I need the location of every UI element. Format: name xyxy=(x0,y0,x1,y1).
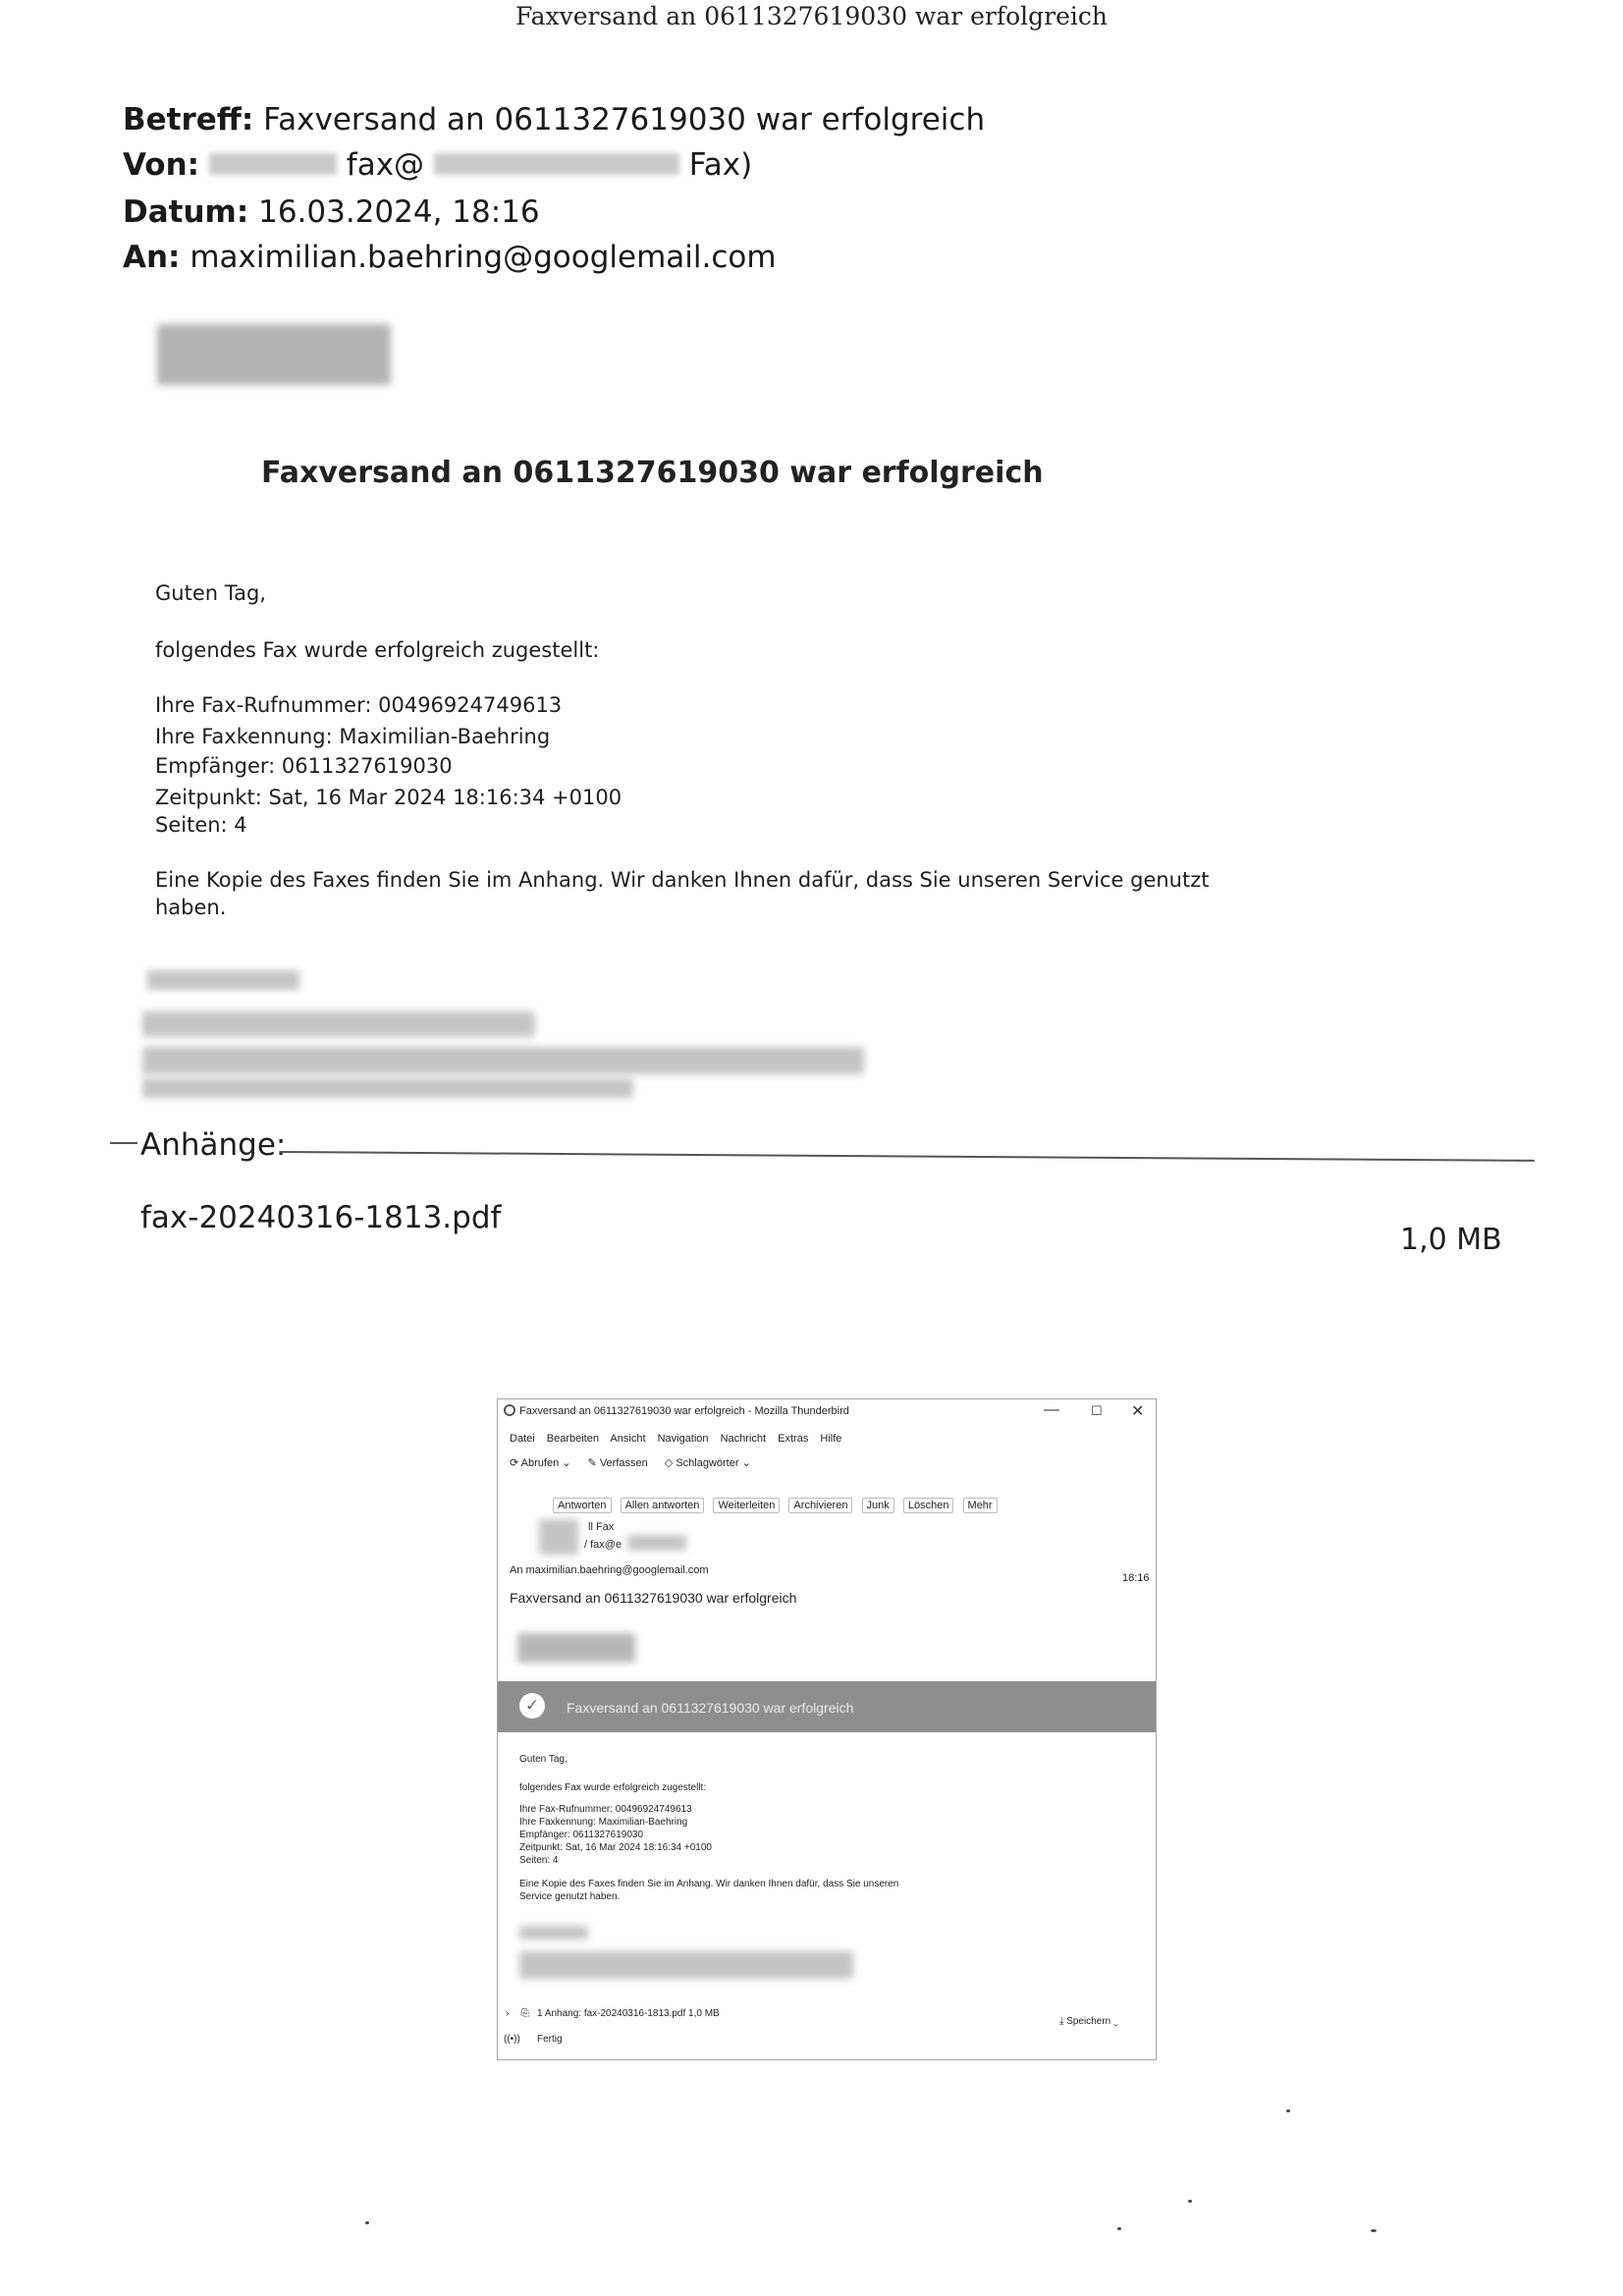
fax-id-line: Ihre Faxkennung: Maximilian-Baehring xyxy=(155,725,551,748)
tags-button[interactable]: ◇ Schlagwörter ⌄ xyxy=(664,1457,751,1469)
shot-greeting: Guten Tag, xyxy=(519,1754,568,1765)
attachment-summary[interactable]: 1 Anhang: fax-20240316-1813.pdf 1,0 MB xyxy=(537,2008,720,2019)
window-title: Faxversand an 0611327619030 war erfolgreich - Mozilla Thunderbird xyxy=(519,1405,849,1417)
status-text: Fertig xyxy=(537,2034,563,2045)
scan-speck xyxy=(1188,2200,1192,2203)
menu-nachricht[interactable]: Nachricht xyxy=(720,1433,767,1445)
redacted-from-address xyxy=(627,1535,686,1551)
forward-button[interactable]: Weiterleiten xyxy=(713,1498,780,1513)
closing-line-1: Eine Kopie des Faxes finden Sie im Anhang. Wir danken Ihnen dafür, dass Sie unseren Service genutzt xyxy=(155,868,1210,892)
redacted-shot-sig-2 xyxy=(519,1951,853,1979)
delete-button[interactable]: Löschen xyxy=(903,1498,954,1513)
redacted-logo-small xyxy=(517,1633,635,1663)
recipient-line: Empfänger: 0611327619030 xyxy=(155,754,453,778)
reply-button[interactable]: Antworten xyxy=(553,1498,612,1513)
attachment-file-name[interactable]: fax-20240316-1813.pdf xyxy=(140,1200,502,1235)
shot-intro: folgendes Fax wurde erfolgreich zugestellt: xyxy=(519,1782,707,1793)
redacted-signature-2 xyxy=(142,1011,535,1037)
shot-timestamp: Zeitpunkt: Sat, 16 Mar 2024 18:16:34 +0100 xyxy=(519,1842,712,1853)
minimize-icon[interactable]: — xyxy=(1044,1401,1059,1418)
paperclip-icon: ⎘ xyxy=(521,2008,529,2019)
greeting: Guten Tag, xyxy=(155,581,266,605)
date-label: Datum: xyxy=(123,194,249,230)
reply-all-button[interactable]: Allen antworten xyxy=(621,1498,705,1513)
scan-speck xyxy=(1371,2229,1377,2232)
to-line: An maximilian.baehring@googlemail.com xyxy=(510,1564,709,1576)
closing-line-2: haben. xyxy=(155,896,227,919)
to-label: An: xyxy=(123,240,181,275)
compose-label: Verfassen xyxy=(599,1457,648,1469)
attachments-rule xyxy=(280,1151,1535,1162)
more-button[interactable]: Mehr xyxy=(963,1498,998,1513)
from-visible-end: Fax) xyxy=(688,147,753,183)
subject-value: Faxversand an 0611327619030 war erfolgreich xyxy=(263,102,986,137)
scan-speck xyxy=(1117,2227,1121,2230)
redacted-signature-3 xyxy=(142,1047,864,1074)
header-to xyxy=(123,240,777,275)
junk-button[interactable]: Junk xyxy=(862,1498,894,1513)
get-mail-button[interactable]: ⟳ Abrufen ⌄ xyxy=(510,1457,571,1469)
shot-closing-1: Eine Kopie des Faxes finden Sie im Anhang. Wir danken Ihnen dafür, dass Sie unseren xyxy=(519,1879,899,1889)
redacted-sender-name xyxy=(209,153,337,175)
menu-extras[interactable]: Extras xyxy=(778,1433,809,1445)
date-value: 16.03.2024, 18:16 xyxy=(258,194,540,230)
from-label: Von: xyxy=(123,147,200,183)
header-date xyxy=(123,194,540,230)
get-mail-label: Abrufen xyxy=(520,1457,560,1469)
compose-button[interactable]: ✎ Verfassen xyxy=(587,1457,648,1469)
tags-label: Schlagwörter xyxy=(676,1457,739,1469)
thunderbird-screenshot xyxy=(497,1398,1157,2060)
attachment-file-size: 1,0 MB xyxy=(1400,1223,1502,1257)
redacted-signature-4 xyxy=(142,1078,633,1098)
from-partial: ll Fax xyxy=(588,1521,615,1533)
save-button[interactable]: ⤓ Speichern ⌄ xyxy=(1059,2016,1118,2027)
scan-speck xyxy=(365,2221,369,2224)
toolbar xyxy=(510,1456,765,1469)
check-icon: ✓ xyxy=(519,1693,545,1719)
redacted-sender-domain xyxy=(434,153,679,175)
to-value: maximilian.baehring@googlemail.com xyxy=(189,240,777,275)
header-from xyxy=(123,147,752,183)
menu-hilfe[interactable]: Hilfe xyxy=(820,1433,842,1445)
subject-label: Betreff: xyxy=(123,102,254,137)
redacted-shot-sig-1 xyxy=(519,1926,588,1940)
attachments-label: Anhänge: xyxy=(140,1127,287,1163)
shot-recipient: Empfänger: 0611327619030 xyxy=(519,1830,644,1840)
close-icon[interactable]: ✕ xyxy=(1131,1403,1145,1420)
maximize-icon[interactable]: ☐ xyxy=(1091,1403,1103,1418)
attachments-rule-left xyxy=(110,1142,137,1144)
message-time: 18:16 xyxy=(1122,1572,1150,1584)
page-title: Faxversand an 0611327619030 war erfolgreich xyxy=(514,2,1109,30)
shot-fax-number: Ihre Fax-Rufnummer: 00496924749613 xyxy=(519,1804,692,1815)
from-partial-email: / fax@e xyxy=(584,1539,622,1551)
redacted-signature-1 xyxy=(147,970,299,990)
menu-ansicht[interactable]: Ansicht xyxy=(610,1433,646,1445)
archive-button[interactable]: Archivieren xyxy=(788,1498,852,1513)
menu-bearbeiten[interactable]: Bearbeiten xyxy=(546,1433,599,1445)
thunderbird-logo-icon xyxy=(504,1404,515,1416)
message-subject: Faxversand an 0611327619030 war erfolgreich xyxy=(510,1590,797,1606)
fax-number-line: Ihre Fax-Rufnummer: 00496924749613 xyxy=(155,693,563,717)
menu-navigation[interactable]: Navigation xyxy=(657,1433,709,1445)
shot-closing-2: Service genutzt haben. xyxy=(519,1891,621,1902)
banner-text: Faxversand an 0611327619030 war erfolgreich xyxy=(567,1700,854,1716)
scan-speck xyxy=(1286,2109,1290,2112)
redacted-logo xyxy=(157,324,391,385)
header-subject xyxy=(123,102,985,137)
expand-attachments-icon[interactable]: › xyxy=(506,2008,510,2019)
pages-line: Seiten: 4 xyxy=(155,813,247,837)
message-actions xyxy=(553,1500,1003,1511)
shot-pages: Seiten: 4 xyxy=(519,1855,559,1866)
redacted-avatar xyxy=(539,1519,578,1555)
from-visible-part: fax@ xyxy=(346,147,425,183)
shot-fax-id: Ihre Faxkennung: Maximilian-Baehring xyxy=(519,1817,688,1828)
intro-line: folgendes Fax wurde erfolgreich zugestellt: xyxy=(155,638,600,662)
save-label: Speichern xyxy=(1066,2016,1111,2027)
menu-datei[interactable]: Datei xyxy=(510,1433,535,1445)
timestamp-line: Zeitpunkt: Sat, 16 Mar 2024 18:16:34 +0100 xyxy=(155,786,622,809)
message-heading: Faxversand an 0611327619030 war erfolgreich xyxy=(261,456,1044,490)
status-icon: ((•)) xyxy=(504,2034,520,2045)
menu-bar xyxy=(510,1433,850,1445)
